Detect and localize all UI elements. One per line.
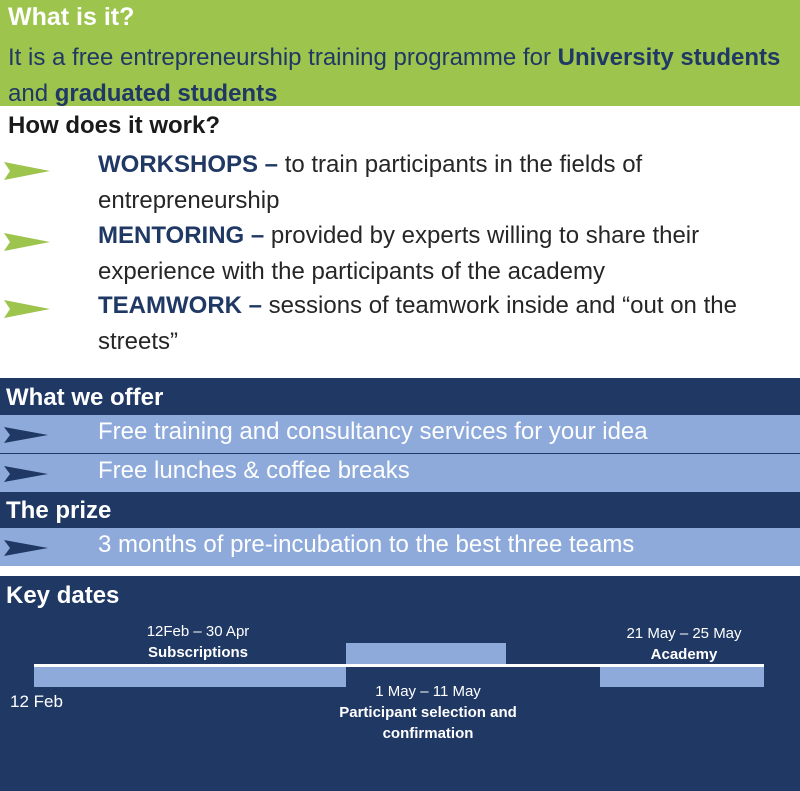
offer-item: [0, 454, 800, 492]
timeline-label-subscriptions: [118, 621, 278, 663]
phase-date: 12Feb – 30 Apr: [146, 623, 250, 640]
arrow-bullet-icon: [4, 540, 48, 556]
timeline-bar-subscriptions: [34, 667, 346, 687]
phase-date: 21 May – 25 May: [626, 625, 742, 642]
how-item-text: provided by experts willing to share their experience with the participants of the academy: [98, 222, 700, 285]
description-text-and: and: [8, 80, 55, 107]
offer-item: [0, 415, 800, 453]
arrow-bullet-icon: [4, 162, 50, 180]
description-bold-graduated: graduated students: [54, 80, 278, 107]
how-item-text: sessions of teamwork inside and “out on the streets”: [98, 292, 737, 355]
what-is-it-section: [0, 0, 800, 106]
timeline-label-academy: [602, 623, 766, 665]
how-item-label: MENTORING –: [98, 222, 265, 249]
key-dates-section: [0, 576, 800, 791]
offer-item-text: Free lunches & coffee breaks: [98, 457, 410, 484]
description-bold-university: University students: [557, 44, 781, 71]
offer-prize-section: [0, 378, 800, 566]
arrow-bullet-icon: [4, 466, 48, 482]
timeline-bar-academy: [600, 667, 764, 687]
the-prize-title: The prize: [6, 497, 112, 524]
how-item-label: TEAMWORK –: [98, 292, 262, 319]
offer-item-text: Free training and consultancy services for your idea: [98, 418, 648, 445]
prize-item-text: 3 months of pre-incubation to the best three teams: [98, 531, 635, 558]
phase-name: Participant selection and confirmation: [339, 704, 517, 742]
arrow-bullet-icon: [4, 427, 48, 443]
timeline-bar-selection: [346, 643, 506, 664]
timeline-start-date: 12 Feb: [10, 692, 63, 711]
prize-item: [0, 528, 800, 566]
how-does-it-work-title: How does it work?: [8, 112, 221, 139]
how-item-text: to train participants in the fields of entrepreneurship: [98, 151, 643, 214]
arrow-bullet-icon: [4, 300, 50, 318]
phase-date: 1 May – 11 May: [375, 683, 481, 700]
phase-name: Academy: [650, 646, 718, 663]
how-item-label: WORKSHOPS –: [98, 151, 279, 178]
what-we-offer-title: What we offer: [6, 384, 164, 411]
key-dates-title: Key dates: [6, 582, 120, 609]
timeline-label-selection: [330, 681, 526, 744]
what-is-it-title: What is it?: [8, 3, 135, 31]
phase-name: Subscriptions: [147, 644, 248, 661]
arrow-bullet-icon: [4, 233, 50, 251]
what-is-it-description: [8, 40, 788, 112]
description-text: It is a free entrepreneurship training programme for: [8, 44, 558, 71]
